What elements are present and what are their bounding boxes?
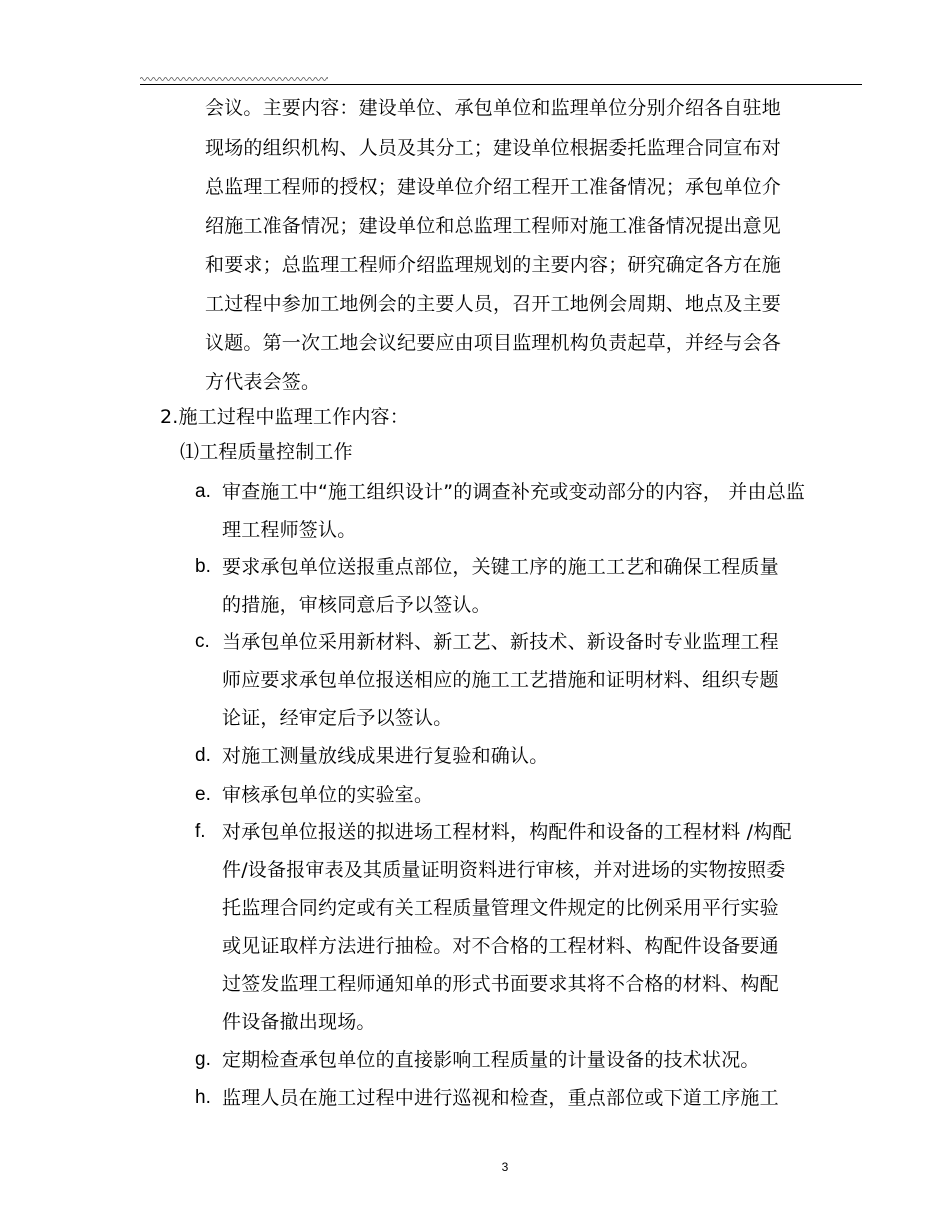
item-line: 托监理合同约定或有关工程质量管理文件规定的比例采用平行实验: [222, 897, 779, 919]
header-rule: [140, 84, 862, 85]
intro-line: 会议。主要内容：建设单位、承包单位和监理单位分别介绍各自驻地: [205, 97, 782, 119]
item-marker: c.: [195, 631, 210, 652]
item-line: 过签发监理工程师通知单的形式书面要求其将不合格的材料、构配: [222, 973, 779, 995]
intro-line: 方代表会签。: [205, 371, 321, 393]
item-line: 件/设备报审表及其质量证明资料进行审核，并对进场的实物按照委: [222, 859, 786, 881]
item-marker: e.: [195, 784, 211, 805]
item-line: 理工程师签认。: [222, 519, 357, 541]
subsection-heading: ⑴工程质量控制工作: [180, 441, 353, 463]
item-marker: f.: [195, 821, 206, 842]
intro-line: 总监理工程师的授权；建设单位介绍工程开工准备情况；承包单位介: [205, 176, 782, 198]
item-line: 要求承包单位送报重点部位，关键工序的施工工艺和确保工程质量: [222, 556, 779, 578]
item-marker: g.: [195, 1049, 211, 1070]
item-line: 师应要求承包单位报送相应的施工工艺措施和证明材料、组织专题: [222, 669, 779, 691]
intro-line: 议题。第一次工地会议纪要应由项目监理机构负责起草，并经与会各: [205, 332, 782, 354]
item-line: 审核承包单位的实验室。: [222, 784, 434, 806]
item-line: 监理人员在施工过程中进行巡视和检查，重点部位或下道工序施工: [222, 1087, 779, 1109]
item-marker: b.: [195, 556, 211, 577]
item-line: 对承包单位报送的拟进场工程材料，构配件和设备的工程材料 /构配: [222, 821, 792, 843]
item-marker: a.: [195, 481, 211, 502]
intro-line: 绍施工准备情况；建设单位和总监理工程师对施工准备情况提出意见: [205, 215, 782, 237]
item-line: 当承包单位采用新材料、新工艺、新技术、新设备时专业监理工程: [222, 631, 779, 653]
intro-line: 工过程中参加工地例会的主要人员，召开工地例会周期、地点及主要: [205, 293, 782, 315]
item-line: 论证，经审定后予以签认。: [222, 707, 453, 729]
item-marker: d.: [195, 745, 211, 766]
header-wavy-line: [140, 76, 328, 82]
item-marker: h.: [195, 1087, 211, 1108]
intro-line: 现场的组织机构、人员及其分工；建设单位根据委托监理合同宣布对: [205, 137, 782, 159]
page-number: 3: [501, 1160, 509, 1174]
item-line: 定期检查承包单位的直接影响工程质量的计量设备的技术状况。: [222, 1049, 760, 1071]
item-line: 或见证取样方法进行抽检。对不合格的工程材料、构配件设备要通: [222, 935, 779, 957]
intro-line: 和要求；总监理工程师介绍监理规划的主要内容；研究确定各方在施: [205, 254, 782, 276]
item-line: 的措施，审核同意后予以签认。: [222, 594, 491, 616]
section-heading: 2.施工过程中监理工作内容：: [160, 406, 409, 428]
item-line: 审查施工中“施工组织设计”的调查补充或变动部分的内容， 并由总监: [222, 481, 806, 503]
item-line: 件设备撤出现场。: [222, 1011, 376, 1033]
item-line: 对施工测量放线成果进行复验和确认。: [222, 745, 549, 767]
